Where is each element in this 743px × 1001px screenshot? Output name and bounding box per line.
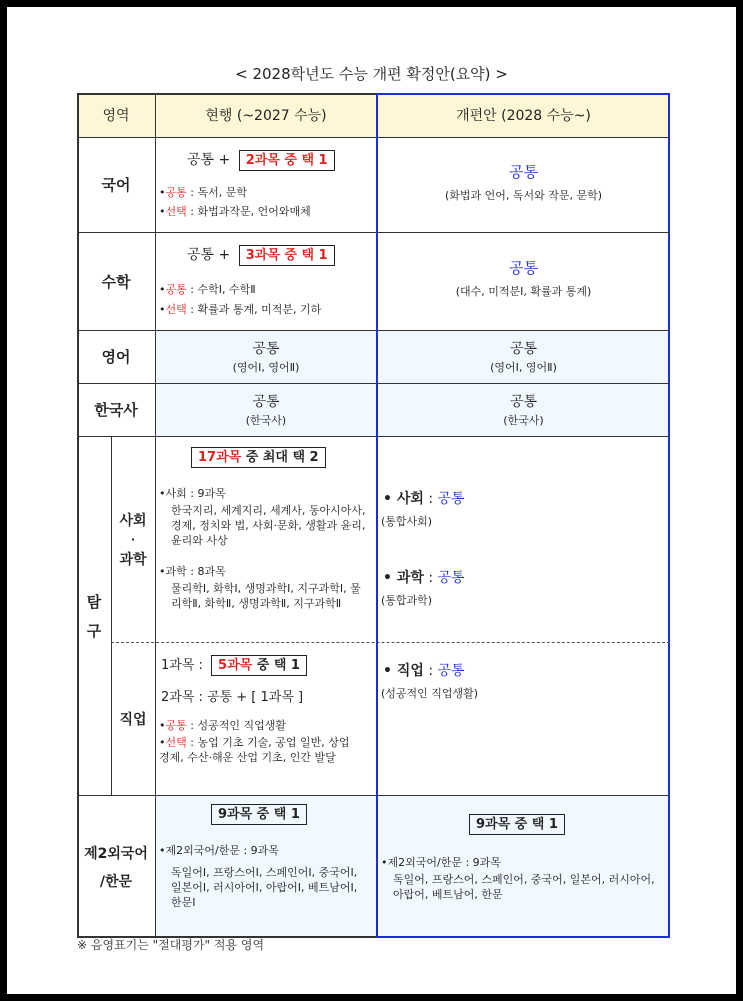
- document-page: [7, 7, 736, 994]
- history-reform: [377, 383, 670, 436]
- summary-table: [77, 93, 670, 938]
- korean-current: [155, 137, 377, 232]
- english-reform-sub: (영어Ⅰ, 영어Ⅱ): [490, 361, 557, 374]
- second-lang-ref-head: •제2외국어/한문 : 9과목: [381, 856, 501, 869]
- korean-common-line: •공통 : 독서, 문학: [159, 186, 247, 199]
- ref-social-colon: :: [423, 491, 438, 507]
- second-lang-current: [155, 795, 377, 938]
- voc-common-label: 공통: [165, 719, 187, 732]
- social-science-current: [155, 436, 377, 642]
- math-select-line: •선택 : 확률과 통계, 미적분, 기하: [159, 303, 322, 316]
- korean-select-value: : 화법과작문, 언어와매체: [186, 205, 311, 218]
- ref-voc-colon: :: [423, 663, 438, 679]
- ref-science-sub: (통합과학): [381, 594, 433, 607]
- voc-choice-box-rest: 중 택 1: [252, 658, 300, 673]
- row-label-math: 수학: [101, 272, 131, 291]
- grid-line: [77, 383, 670, 384]
- math-common-label: 공통: [165, 283, 187, 296]
- english-reform: [377, 330, 670, 383]
- ref-science-colon: :: [423, 570, 438, 586]
- grid-line: [77, 137, 670, 138]
- dashed-divider: [111, 642, 670, 643]
- voc-line2: 2과목 : 공통 + [ 1과목 ]: [161, 690, 304, 705]
- grid-line: [77, 330, 670, 331]
- math-reform: [377, 232, 670, 330]
- korean-common-label: 공통: [165, 186, 187, 199]
- grid-line: [77, 93, 79, 938]
- footnote: ※ 음영표기는 "절대평가" 적용 영역: [77, 938, 265, 952]
- row-label-history: 한국사: [94, 401, 138, 419]
- second-lang-cur-list: 독일어Ⅰ, 프랑스어Ⅰ, 스페인어Ⅰ, 중국어Ⅰ, 일본어Ⅰ, 러시아어Ⅰ, 아랍어Ⅰ, 베트남어Ⅰ, 한문Ⅰ: [171, 866, 358, 909]
- history-reform-title: 공통: [509, 394, 538, 410]
- page-title: < 2028학년도 수능 개편 확정안(요약) >: [235, 65, 508, 83]
- grid-line: [111, 436, 112, 795]
- inquiry-choice-box: [191, 447, 326, 468]
- voc-common-value: : 성공적인 직업생활: [186, 719, 286, 732]
- history-reform-sub: (한국사): [503, 414, 544, 427]
- korean-reform: [377, 137, 670, 232]
- ref-science-value: 공통: [437, 570, 465, 586]
- korean-common-value: : 독서, 문학: [186, 186, 247, 199]
- math-common-line: •공통 : 수학Ⅰ, 수학Ⅱ: [159, 283, 256, 296]
- inquiry-label-2: 구: [86, 621, 102, 640]
- math-reform-sub: (대수, 미적분Ⅰ, 확률과 통계): [455, 285, 592, 298]
- social-list: 한국지리, 세계지리, 세계사, 동아시아사, 경제, 정치와 법, 사회·문화, 생활과 윤리, 윤리와 사상: [171, 504, 366, 547]
- row-label-second-lang: [77, 795, 155, 938]
- english-reform-title: 공통: [509, 341, 538, 357]
- math-top-prefix: 공통 +: [187, 247, 231, 263]
- voc-select-value: : 농업 기초 기술, 공업 일반, 상업 경제, 수산·해운 산업 기초, 인간 발달: [159, 736, 350, 764]
- header-current: 현행 (~2027 수능): [155, 93, 377, 137]
- header-area: 영역: [77, 93, 155, 137]
- english-current-title: 공통: [252, 341, 280, 357]
- history-current-sub: (한국사): [245, 414, 287, 427]
- voc-select-line: •선택 : 농업 기초 기술, 공업 일반, 상업 경제, 수산·해운 산업 기초, 인간 발달: [159, 736, 350, 764]
- grid-line: [77, 232, 670, 233]
- vocational-reform: [377, 642, 670, 795]
- row-label-social-science: [111, 436, 155, 642]
- social-head: •사회 : 9과목: [159, 487, 226, 500]
- social-science-reform: [377, 436, 670, 642]
- second-lang-cur-head: •제2외국어/한문 : 9과목: [159, 844, 279, 857]
- social-science-label-1: 사회: [119, 512, 147, 529]
- header-reform: 개편안 (2028 수능~): [377, 93, 670, 137]
- korean-reform-sub: (화법과 언어, 독서와 작문, 문학): [444, 189, 603, 202]
- ref-social-value: 공통: [437, 491, 465, 507]
- grid-line: [155, 93, 156, 938]
- voc-line1-prefix: 1과목 :: [161, 658, 208, 673]
- inquiry-label-1: 탐: [86, 592, 102, 611]
- ref-science-bullet: • 과학: [383, 570, 424, 586]
- korean-select-label: 선택: [165, 205, 187, 218]
- science-list: 물리학Ⅰ, 화학Ⅰ, 생명과학Ⅰ, 지구과학Ⅰ, 물리학Ⅱ, 화학Ⅱ, 생명과학Ⅱ, 지구과학Ⅱ: [171, 582, 361, 610]
- second-lang-label-1: 제2외국어: [84, 845, 148, 862]
- voc-select-label: 선택: [165, 736, 187, 749]
- grid-line: [668, 93, 670, 938]
- grid-line: [77, 795, 670, 796]
- ref-social-bullet: • 사회: [383, 491, 424, 507]
- math-select-label: 선택: [165, 303, 187, 316]
- row-label-korean: 국어: [101, 176, 131, 194]
- second-lang-ref-box: 9과목 중 택 1: [469, 814, 565, 835]
- reform-column-border: [376, 93, 378, 938]
- history-current: [155, 383, 377, 436]
- korean-reform-title: 공통: [509, 163, 538, 181]
- voc-common-line: •공통 : 성공적인 직업생활: [159, 719, 286, 732]
- ref-voc-line: [383, 660, 465, 680]
- vocational-current: [155, 642, 377, 795]
- reform-column-border: [376, 93, 670, 95]
- social-science-label-dot: ·: [130, 532, 136, 546]
- social-science-label-2: 과학: [119, 551, 147, 568]
- inquiry-choice-box-red: 17과목: [198, 450, 242, 465]
- row-label-vocational: 직업: [119, 711, 147, 728]
- ref-social-sub: (통합사회): [381, 515, 433, 528]
- voc-choice-box: [211, 655, 307, 676]
- ref-voc-sub: (성공적인 직업생활): [381, 687, 479, 700]
- ref-voc-value: 공통: [437, 663, 465, 679]
- math-choice-box: 3과목 중 택 1: [239, 245, 335, 266]
- math-current: [155, 232, 377, 330]
- english-current: [155, 330, 377, 383]
- second-lang-label-2: /한문: [99, 873, 133, 890]
- korean-choice-box: 2과목 중 택 1: [239, 150, 335, 171]
- korean-top-prefix: 공통 +: [187, 152, 231, 168]
- ref-voc-bullet: • 직업: [383, 663, 424, 679]
- math-common-value: : 수학Ⅰ, 수학Ⅱ: [186, 283, 256, 296]
- science-head: •과학 : 8과목: [159, 565, 226, 578]
- ref-science-line: [383, 567, 465, 587]
- history-current-title: 공통: [252, 394, 280, 410]
- inquiry-choice-box-rest: 중 최대 택 2: [241, 450, 319, 465]
- math-select-value: : 확률과 통계, 미적분, 기하: [186, 303, 322, 316]
- korean-select-line: •선택 : 화법과작문, 언어와매체: [159, 205, 311, 218]
- second-lang-reform: [377, 795, 670, 938]
- grid-line: [77, 436, 670, 437]
- reform-column-border: [376, 936, 670, 938]
- row-label-inquiry: [77, 436, 111, 795]
- second-lang-ref-list: 독일어, 프랑스어, 스페인어, 중국어, 일본어, 러시아어, 아랍어, 베트남어, 한문: [393, 873, 655, 901]
- english-current-sub: (영어Ⅰ, 영어Ⅱ): [232, 361, 300, 374]
- voc-choice-box-red: 5과목: [218, 658, 253, 673]
- math-reform-title: 공통: [509, 259, 538, 277]
- ref-social-line: [383, 488, 465, 508]
- row-label-english: 영어: [101, 348, 131, 366]
- second-lang-cur-box: 9과목 중 택 1: [211, 804, 307, 825]
